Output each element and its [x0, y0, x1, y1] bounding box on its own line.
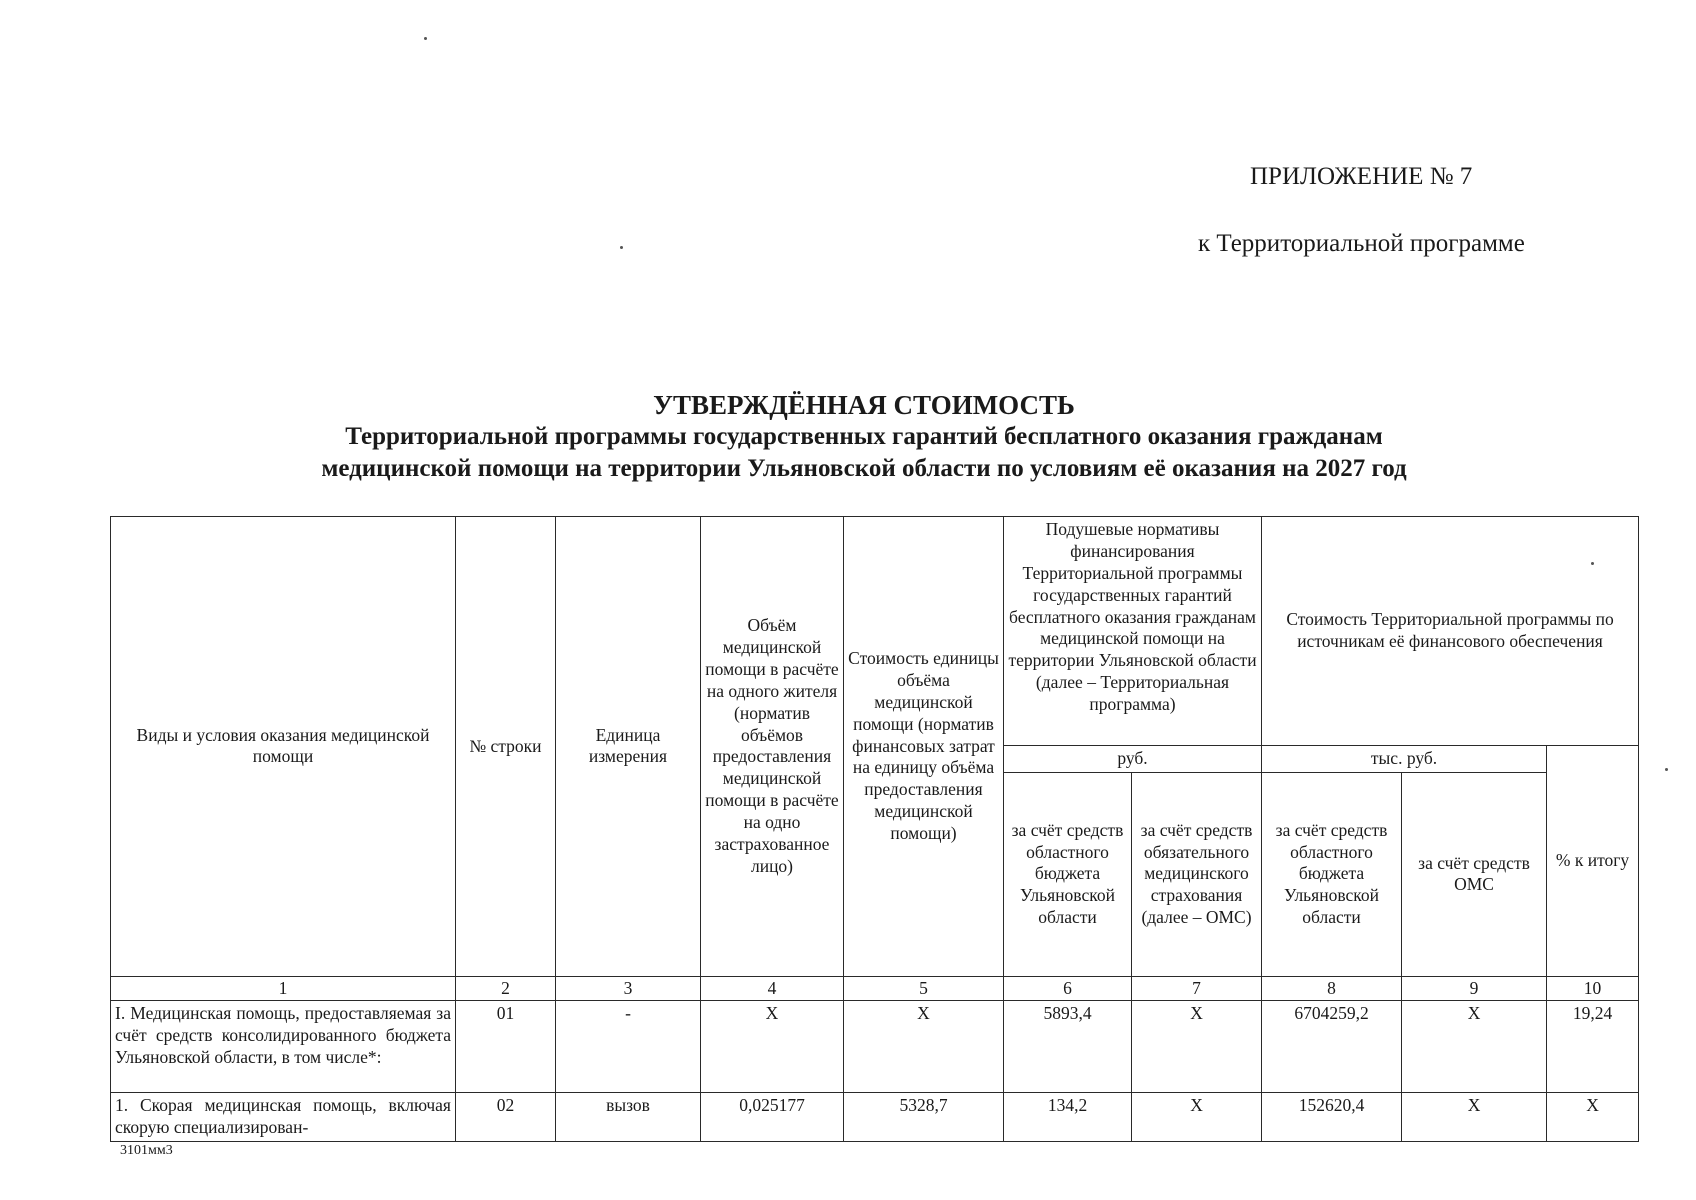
header-oms: за счёт средств обязательного медицинского страхования (далее – ОМС) — [1132, 772, 1262, 976]
header-regional-budget: за счёт средств областного бюджета Ульяновской области — [1004, 772, 1132, 976]
row-unit-cost: 5328,7 — [844, 1093, 1004, 1142]
column-number: 7 — [1132, 976, 1262, 1000]
row-percent: 19,24 — [1547, 1001, 1639, 1093]
row-oms-per-capita: X — [1132, 1001, 1262, 1093]
column-number: 10 — [1547, 976, 1639, 1000]
document-title: УТВЕРЖДЁННАЯ СТОИМОСТЬ — [653, 390, 1075, 420]
row-regional-total: 152620,4 — [1262, 1093, 1402, 1142]
row-unit: вызов — [556, 1093, 701, 1142]
document-subtitle-line2: медицинской помощи на территории Ульяновской области по условиям её оказания на 2027 год — [321, 455, 1407, 482]
row-percent: X — [1547, 1093, 1639, 1142]
header-rub: руб. — [1004, 746, 1262, 773]
header-per-capita-standards: Подушевые нормативы финансирования Территориальной программы государственных гарантий бесплатного оказания гражданам медицинской помощи на территории Ульяновской области (далее – Территориальная программа) — [1004, 517, 1262, 746]
column-number: 4 — [701, 976, 844, 1000]
header-types-of-care: Виды и условия оказания медицинской помощи — [111, 517, 456, 977]
column-number: 5 — [844, 976, 1004, 1000]
column-number: 6 — [1004, 976, 1132, 1000]
header-program-cost: Стоимость Территориальной программы по источникам её финансового обеспечения — [1262, 517, 1639, 746]
header-unit: Единица измерения — [556, 517, 701, 977]
table-row — [111, 1093, 1639, 1142]
header-regional-budget-total: за счёт средств областного бюджета Ульяновской области — [1262, 772, 1402, 976]
cost-table — [110, 516, 1639, 1142]
row-oms-total: X — [1402, 1001, 1547, 1093]
row-oms-total: X — [1402, 1093, 1547, 1142]
header-oms-total: за счёт средств ОМС — [1402, 772, 1547, 976]
row-regional-per-capita: 5893,4 — [1004, 1001, 1132, 1093]
row-regional-per-capita: 134,2 — [1004, 1093, 1132, 1142]
document-code: 3101мм3 — [120, 1143, 173, 1158]
header-row-number: № строки — [456, 517, 556, 977]
header-unit-cost: Стоимость единицы объёма медицинской помощи (норматив финансовых затрат на единицу объёма предоставления медицинской помощи) — [844, 517, 1004, 977]
row-name: I. Медицинская помощь, предоставляемая за счёт средств консолидированного бюджета Ульяновской области, в том числе*: — [111, 1001, 456, 1093]
row-number: 01 — [456, 1001, 556, 1093]
column-number: 3 — [556, 976, 701, 1000]
row-regional-total: 6704259,2 — [1262, 1001, 1402, 1093]
row-name: 1. Скорая медицинская помощь, включая скорую специализирован- — [111, 1093, 456, 1142]
column-numbers-row — [111, 976, 1639, 1000]
row-unit: - — [556, 1001, 701, 1093]
row-oms-per-capita: X — [1132, 1093, 1262, 1142]
column-number: 1 — [111, 976, 456, 1000]
row-number: 02 — [456, 1093, 556, 1142]
document-subtitle-line1: Территориальной программы государственных гарантий бесплатного оказания гражданам — [345, 423, 1383, 450]
header-percent-total: % к итогу — [1547, 746, 1639, 977]
scan-speck — [620, 246, 623, 249]
appendix-number: ПРИЛОЖЕНИЕ № 7 — [1250, 163, 1473, 190]
header-volume: Объём медицинской помощи в расчёте на одного жителя (норматив объёмов предоставления медицинской помощи в расчёте на одно застрахованное лицо) — [701, 517, 844, 977]
row-volume: X — [701, 1001, 844, 1093]
column-number: 9 — [1402, 976, 1547, 1000]
scan-speck — [424, 37, 427, 40]
table-row — [111, 1001, 1639, 1093]
column-number: 2 — [456, 976, 556, 1000]
appendix-reference: к Территориальной программе — [1198, 230, 1525, 257]
column-number: 8 — [1262, 976, 1402, 1000]
row-volume: 0,025177 — [701, 1093, 844, 1142]
scan-speck — [1665, 768, 1668, 771]
row-unit-cost: X — [844, 1001, 1004, 1093]
header-thousand-rub: тыс. руб. — [1262, 746, 1547, 773]
